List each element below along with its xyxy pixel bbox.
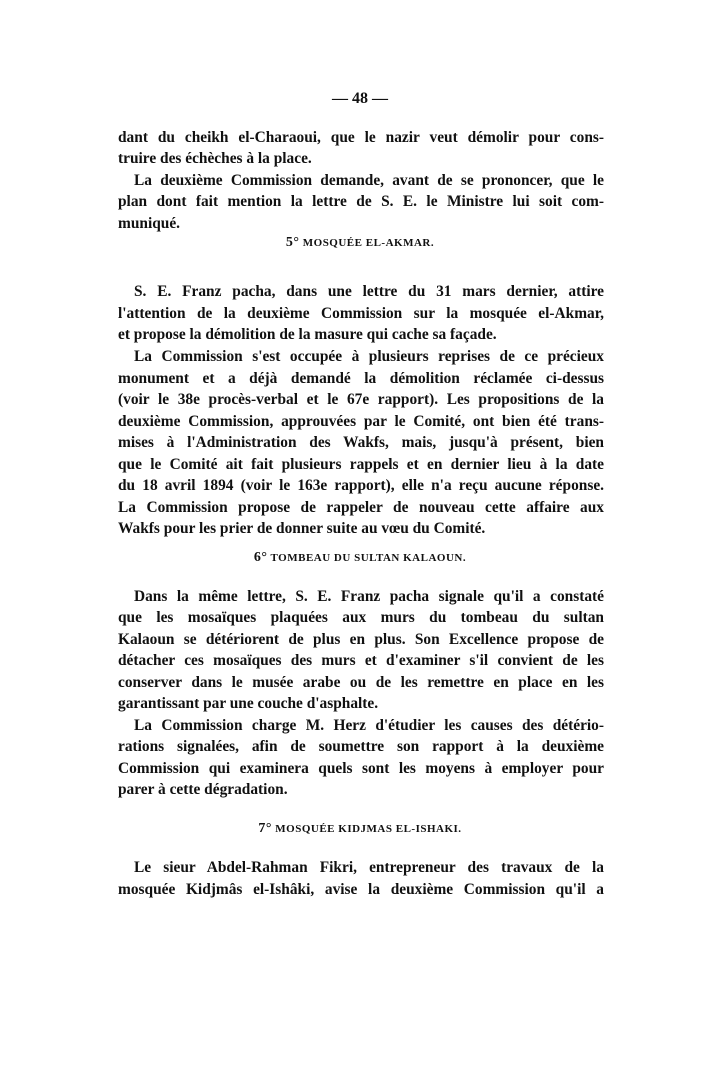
text-line: mosquée Kidjmâs el-Ishâki, avise la deuxième Commission qu'il a: [118, 881, 604, 898]
text-line: dant du cheikh el-Charaoui, que le nazir veut démolir pour cons-: [118, 129, 604, 146]
text-line: parer à cette dégradation.: [118, 781, 288, 798]
text-line: détacher ces mosaïques des murs et d'examiner s'il convient de les: [118, 652, 604, 669]
section-heading: [0, 235, 720, 251]
text-line: La Commission s'est occupée à plusieurs reprises de ce précieux: [134, 348, 604, 365]
section-title: TOMBEAU DU SULTAN KALAOUN.: [270, 552, 467, 564]
text-line: muniqué.: [118, 215, 181, 232]
text-line: Dans la même lettre, S. E. Franz pacha signale qu'il a constaté: [134, 588, 604, 605]
section-heading: [0, 550, 720, 566]
text-line: Commission qui examinera quels sont les moyens à employer pour: [118, 760, 604, 777]
text-line: Kalaoun se détériorent de plus en plus. Son Excellence propose de: [118, 631, 604, 648]
text-line: mises à l'Administration des Wakfs, mais, jusqu'à présent, bien: [118, 434, 604, 451]
text-line: deuxième Commission, approuvées par le Comité, ont bien été trans-: [118, 413, 604, 430]
section-title: MOSQUÉE EL-AKMAR.: [302, 237, 435, 249]
page-number: — 48 —: [332, 90, 388, 107]
text-line: La Commission charge M. Herz d'étudier les causes des détério-: [134, 717, 604, 734]
section-number: 6°: [253, 550, 268, 565]
section-heading: [0, 821, 720, 837]
text-line: S. E. Franz pacha, dans une lettre du 31 mars dernier, attire: [134, 283, 604, 300]
text-line: garantissant par une couche d'asphalte.: [118, 695, 379, 712]
text-line: plan dont fait mention la lettre de S. E. le Ministre lui soit com-: [118, 193, 604, 210]
text-line: Wakfs pour les prier de donner suite au vœu du Comité.: [118, 520, 486, 537]
text-line: truire des échèches à la place.: [118, 150, 312, 167]
text-line: (voir le 38e procès-verbal et le 67e rapport). Les propositions de la: [118, 391, 604, 408]
text-line: du 18 avril 1894 (voir le 163e rapport), elle n'a reçu aucune réponse.: [118, 477, 604, 494]
text-line: La deuxième Commission demande, avant de se prononcer, que le: [134, 172, 604, 189]
text-line: La Commission propose de rappeler de nouveau cette affaire aux: [118, 499, 604, 516]
section-title: MOSQUÉE KIDJMAS EL-ISHAKI.: [275, 823, 462, 835]
text-line: que le Comité ait fait plusieurs rappels et en dernier lieu à la date: [118, 456, 604, 473]
text-line: que les mosaïques plaquées aux murs du tombeau du sultan: [118, 609, 604, 626]
text-line: l'attention de la deuxième Commission sur la mosquée el-Akmar,: [118, 305, 604, 322]
text-line: rations signalées, afin de soumettre son rapport à la deuxième: [118, 738, 604, 755]
text-line: monument et a déjà demandé la démolition réclamée ci-dessus: [118, 370, 604, 387]
text-line: Le sieur Abdel-Rahman Fikri, entrepreneur des travaux de la: [134, 859, 604, 876]
text-line: conserver dans le musée arabe ou de les remettre en place en les: [118, 674, 604, 691]
section-number: 5°: [285, 235, 300, 250]
text-line: et propose la démolition de la masure qui cache sa façade.: [118, 326, 497, 343]
section-number: 7°: [258, 821, 273, 836]
